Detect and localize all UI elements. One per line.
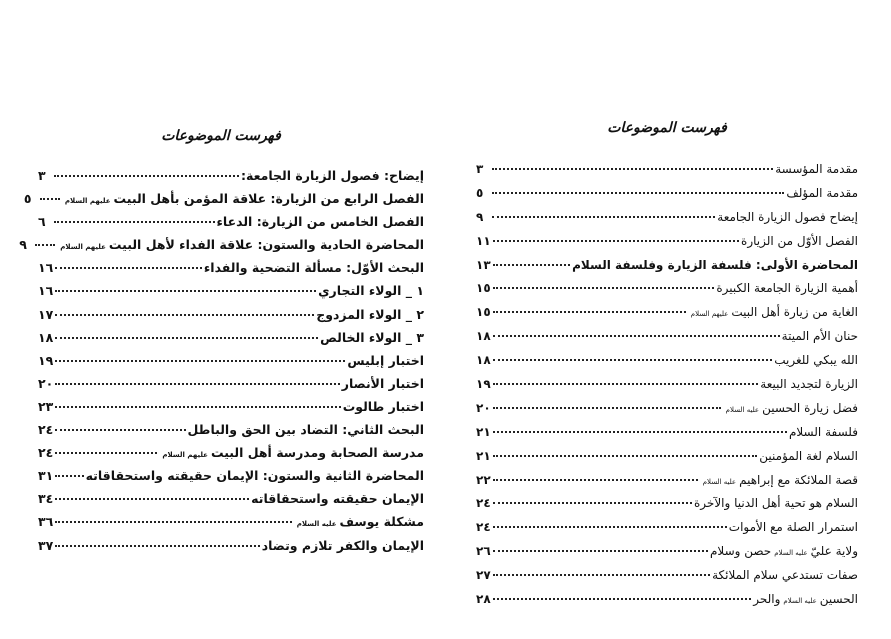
entry-title: صفات تستدعي سلام الملائكة [712, 568, 858, 583]
dot-leader [493, 311, 686, 313]
toc-entry [476, 449, 858, 473]
toc-entry [38, 168, 424, 191]
honorific-glyph: عليهم السلام [60, 243, 106, 252]
entry-title: ٢ _ الولاء المزدوج [316, 306, 424, 322]
entry-title: اختبار الأنصار [341, 375, 424, 391]
toc-entry [38, 514, 424, 537]
toc-entry [476, 544, 858, 568]
dot-leader [55, 383, 340, 385]
toc-entry [38, 214, 424, 237]
toc-list [19, 168, 424, 561]
entry-title: الفصل الخامس من الزيارة: الدعاء [216, 214, 424, 230]
toc-entry [476, 281, 858, 305]
page-number: ٣٧ [38, 537, 54, 553]
toc-entry [476, 186, 858, 210]
entry-title: المحاضرة الأولى: فلسفة الزيارة وفلسفة السلام [572, 257, 858, 272]
toc-entry [38, 445, 424, 468]
page-number: ٣٤ [38, 491, 54, 507]
toc-entry [38, 353, 424, 376]
page-number: ١٥ [476, 281, 491, 296]
dot-leader [55, 429, 185, 431]
entry-title: مقدمة المؤسسة [775, 162, 858, 176]
honorific-glyph: عليه السلام [296, 520, 337, 529]
entry-title: اختبار إبليس [347, 352, 424, 368]
page-number: ٢٢ [476, 472, 491, 487]
entry-title-continued: حصن وسلام [709, 544, 772, 559]
entry-title-continued: والحر [753, 592, 781, 607]
entry-title: الإيمان حقيقته واستحقاقاته [251, 491, 424, 507]
honorific-glyph: عليهم السلام [690, 310, 729, 319]
dot-leader [55, 452, 157, 454]
dot-leader [493, 383, 759, 385]
page-number: ٣ [476, 162, 484, 176]
toc-entry [476, 592, 858, 616]
honorific-glyph: عليه السلام [725, 405, 760, 414]
entry-title: مدرسة الصحابة ومدرسة أهل البيت [210, 445, 424, 461]
entry-title: أهمية الزيارة الجامعة الكبيرة [716, 281, 858, 296]
entry-title: اختبار طالوت [342, 398, 424, 414]
toc-entry [38, 307, 424, 330]
toc-entry [476, 496, 858, 520]
dot-leader [55, 521, 291, 523]
toc-entry [38, 399, 424, 422]
toc-entry [23, 191, 424, 214]
dot-leader [55, 337, 318, 339]
page-number: ١٨ [476, 329, 491, 344]
page-number: ١٦ [38, 260, 54, 276]
page-number: ٢٤ [476, 496, 491, 511]
toc-entry [19, 237, 424, 260]
page-number: ١٥ [476, 305, 491, 320]
left-page [19, 124, 424, 561]
dot-leader [55, 545, 259, 547]
page-number: ٣٦ [38, 514, 54, 530]
entry-title: إيضاح فصول الزيارة الجامعة [717, 209, 858, 224]
toc-entry [38, 376, 424, 399]
entry-title: حنان الأم الميتة [781, 329, 858, 344]
page-number: ٢٤ [38, 422, 54, 438]
page-number: ٢١ [476, 448, 491, 463]
page-number: ٢٤ [38, 445, 54, 461]
dot-leader [55, 475, 83, 477]
dot-leader [493, 240, 739, 242]
entry-title: الفصل الأوّل من الزيارة [741, 233, 858, 248]
page-number: ١٦ [38, 283, 54, 299]
page-number: ١٩ [38, 352, 54, 368]
entry-title: البحث الأوّل: مسألة التضحية والفداء [203, 260, 424, 276]
dot-leader [40, 198, 60, 200]
honorific-glyph: عليه السلام [783, 597, 817, 606]
toc-entry [38, 422, 424, 445]
dot-leader [493, 431, 787, 433]
page-number: ٢٠ [38, 375, 54, 391]
page-number: ٩ [19, 237, 27, 253]
toc-entry [38, 260, 424, 283]
toc-entry [476, 401, 858, 425]
dot-leader [55, 406, 340, 408]
dot-leader [492, 192, 784, 194]
honorific-glyph: عليه السلام [774, 549, 808, 558]
page-number: ١٨ [476, 353, 491, 368]
toc-entry [476, 210, 858, 234]
dot-leader [493, 526, 727, 528]
dot-leader [493, 455, 758, 457]
toc-entry [476, 353, 858, 377]
entry-title: ١ _ الولاء التجاري [318, 283, 424, 299]
entry-title: الزيارة لتجديد البيعة [760, 377, 858, 392]
dot-leader [55, 314, 314, 316]
dot-leader [493, 574, 710, 576]
dot-leader [492, 216, 715, 218]
page-number: ٩ [476, 209, 484, 224]
toc-entry [476, 258, 858, 282]
page-number: ٢٦ [476, 544, 491, 559]
toc-entry [476, 425, 858, 449]
page-number: ٢٤ [476, 520, 491, 535]
page-number: ٢٨ [476, 592, 491, 607]
toc-entry [476, 305, 858, 329]
dot-leader [492, 168, 773, 170]
page-number: ١١ [476, 233, 491, 248]
page-number: ٣١ [38, 468, 54, 484]
dot-leader [493, 502, 692, 504]
page-title: فهرست الموضوعات [161, 128, 281, 144]
page-title: فهرست الموضوعات [607, 120, 727, 136]
toc-entry [476, 568, 858, 592]
page-number: ١٨ [38, 329, 54, 345]
entry-title: الفصل الرابع من الزيارة: علاقة المؤمن بأهل البيت [113, 191, 424, 207]
toc-entry [38, 491, 424, 514]
dot-leader [493, 598, 752, 600]
entry-title: المحاضرة الثانية والستون: الإيمان حقيقته واستحقاقاته [85, 468, 424, 484]
page-number: ١٧ [38, 306, 54, 322]
dot-leader [35, 244, 55, 246]
entry-title: ولاية عليّ [810, 544, 858, 559]
entry-title: البحث الثاني: التضاد بين الحق والباطل [187, 422, 424, 438]
page-number: ٢١ [476, 424, 491, 439]
toc-entry [476, 377, 858, 401]
dot-leader [493, 407, 721, 409]
dot-leader [493, 287, 715, 289]
page-number: ٢٧ [476, 568, 491, 583]
dot-leader [493, 264, 570, 266]
entry-title: إيضاح: فصول الزيارة الجامعة: [240, 168, 424, 183]
dot-leader [493, 359, 773, 361]
dot-leader [55, 267, 202, 269]
honorific-glyph: عليهم السلام [64, 197, 111, 206]
entry-title: المحاضرة الحادية والستون: علاقة الفداء لأهل البيت [108, 237, 424, 253]
entry-title: مشكلة يوسف [339, 514, 424, 530]
entry-title: مقدمة المؤلف [786, 185, 858, 200]
entry-title: الله يبكي للغريب [774, 353, 858, 368]
page-number: ٦ [38, 214, 46, 230]
entry-title: الغاية من زيارة أهل البيت [731, 305, 858, 320]
toc-entry [476, 162, 858, 186]
entry-title: فضل زيارة الحسين [762, 400, 858, 415]
right-page [476, 116, 858, 616]
toc-entry [38, 283, 424, 306]
dot-leader [54, 221, 215, 223]
entry-title: الإيمان والكفر تلازم وتضاد [261, 537, 424, 553]
page-number: ١٣ [476, 257, 491, 272]
page-number: ٣ [38, 168, 46, 183]
honorific-glyph: عليه السلام [702, 477, 737, 486]
dot-leader [55, 498, 249, 500]
dot-leader [493, 550, 708, 552]
dot-leader [55, 290, 316, 292]
page-number: ١٩ [476, 377, 491, 392]
dot-leader [54, 175, 239, 177]
page-number: ٥ [476, 185, 484, 200]
page-number: ٢٣ [38, 398, 54, 414]
entry-title: استمرار الصلة مع الأموات [728, 520, 858, 535]
toc-entry [38, 538, 424, 561]
toc-entry [38, 468, 424, 491]
dot-leader [493, 479, 698, 481]
toc-entry [476, 473, 858, 497]
entry-title: قصة الملائكة مع إبراهيم [739, 472, 858, 487]
entry-title: فلسفة السلام [788, 424, 858, 439]
toc-entry [38, 330, 424, 353]
entry-title: ٣ _ الولاء الخالص [320, 329, 424, 345]
page-number: ٢٠ [476, 400, 491, 415]
honorific-glyph: عليهم السلام [162, 451, 208, 460]
toc-list [476, 162, 858, 616]
entry-title: السلام هو تحية أهل الدنيا والآخرة [694, 496, 858, 511]
page-number: ٥ [23, 191, 32, 207]
toc-entry [476, 234, 858, 258]
entry-title: الحسين [819, 592, 858, 607]
dot-leader [55, 360, 345, 362]
toc-entry [476, 329, 858, 353]
dot-leader [493, 335, 780, 337]
entry-title: السلام لغة المؤمنين [759, 448, 858, 463]
toc-entry [476, 520, 858, 544]
